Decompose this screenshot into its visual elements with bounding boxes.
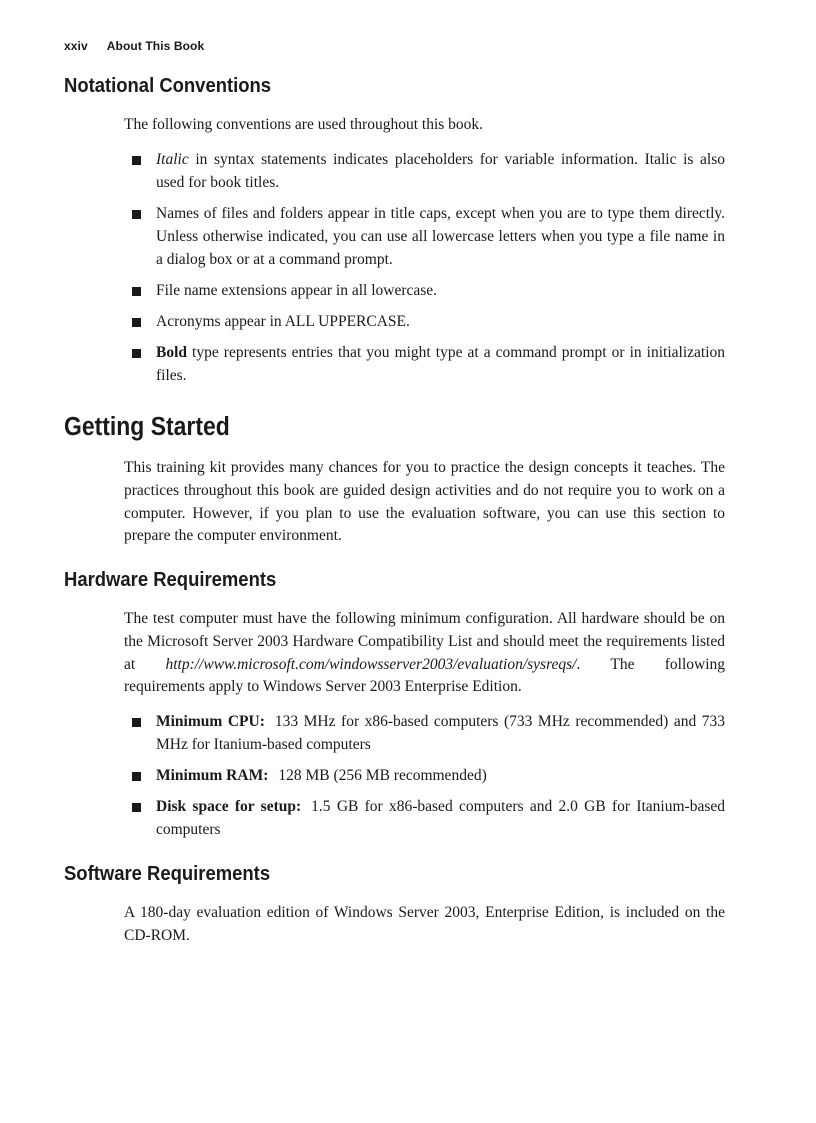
notational-intro: The following conventions are used throughout this book.	[124, 116, 484, 133]
italic-term: Italic	[156, 151, 189, 168]
requirement-label: Minimum CPU:	[156, 713, 265, 730]
bullet-square-icon	[132, 349, 141, 358]
heading-hardware-requirements: Hardware Requirements	[64, 568, 277, 591]
running-head-title: About This Book	[106, 39, 205, 53]
list-item-text: Names of files and folders appear in title caps, except when you are to type them directly. Unless otherwise indicated, you can use all lowercase letters when you type a file name in a dialog box or at a command prompt.	[156, 205, 725, 268]
heading-software-requirements: Software Requirements	[64, 862, 271, 885]
list-item	[124, 711, 725, 757]
list-item-text: Bold type represents entries that you might type at a command prompt or in initialization files.	[156, 344, 725, 384]
bullet-square-icon	[132, 210, 141, 219]
list-item-text: Minimum RAM: 128 MB (256 MB recommended)	[156, 767, 487, 784]
bullet-square-icon	[132, 287, 141, 296]
list-item-text: Disk space for setup: 1.5 GB for x86-based computers and 2.0 GB for Itanium-based computers	[156, 798, 725, 838]
page-number: xxiv	[64, 39, 88, 53]
list-item	[124, 342, 725, 388]
bullet-square-icon	[132, 803, 141, 812]
requirements-url: http://www.microsoft.com/windowsserver2003/evaluation/sysreqs/	[165, 655, 577, 673]
heading-getting-started: Getting Started	[64, 413, 230, 441]
getting-started-body: This training kit provides many chances for you to practice the design concepts it teaches. The practices throughout this book are guided design activities and do not require you to work on a computer. However, if you plan to use the evaluation software, you can use this section to prepare the computer environment.	[124, 459, 725, 545]
bullet-square-icon	[132, 318, 141, 327]
list-item-text: Acronyms appear in ALL UPPERCASE.	[156, 313, 410, 330]
hardware-body: The test computer must have the following minimum configuration. All hardware should be on the Microsoft Server 2003 Hardware Compatibility List and should meet the requirements listed at http://www.microsoft.com/windowsserver2003/evaluation/sysreqs/. The following requirements apply to Windows Server 2003 Enterprise Edition.	[124, 610, 726, 696]
list-item	[124, 203, 725, 271]
bullet-square-icon	[132, 718, 141, 727]
bullet-square-icon	[132, 772, 141, 781]
list-item-text: Minimum CPU: 133 MHz for x86-based computers (733 MHz recommended) and 733 MHz for Itanium-based computers	[156, 713, 725, 753]
list-item	[124, 149, 725, 195]
bullet-square-icon	[132, 156, 141, 165]
running-head	[64, 39, 204, 53]
list-item-text: Italic in syntax statements indicates placeholders for variable information. Italic is also used for book titles.	[156, 151, 725, 191]
software-body: A 180-day evaluation edition of Windows Server 2003, Enterprise Edition, is included on the CD-ROM.	[124, 904, 725, 944]
requirement-label: Disk space for setup:	[156, 798, 302, 815]
list-item	[124, 765, 725, 788]
list-item-text: File name extensions appear in all lowercase.	[156, 282, 438, 299]
list-item	[124, 280, 725, 303]
list-item	[124, 311, 725, 334]
list-item	[124, 796, 725, 842]
heading-notational-conventions: Notational Conventions	[64, 74, 272, 97]
requirement-label: Minimum RAM:	[156, 767, 269, 784]
bold-term: Bold	[156, 344, 188, 361]
